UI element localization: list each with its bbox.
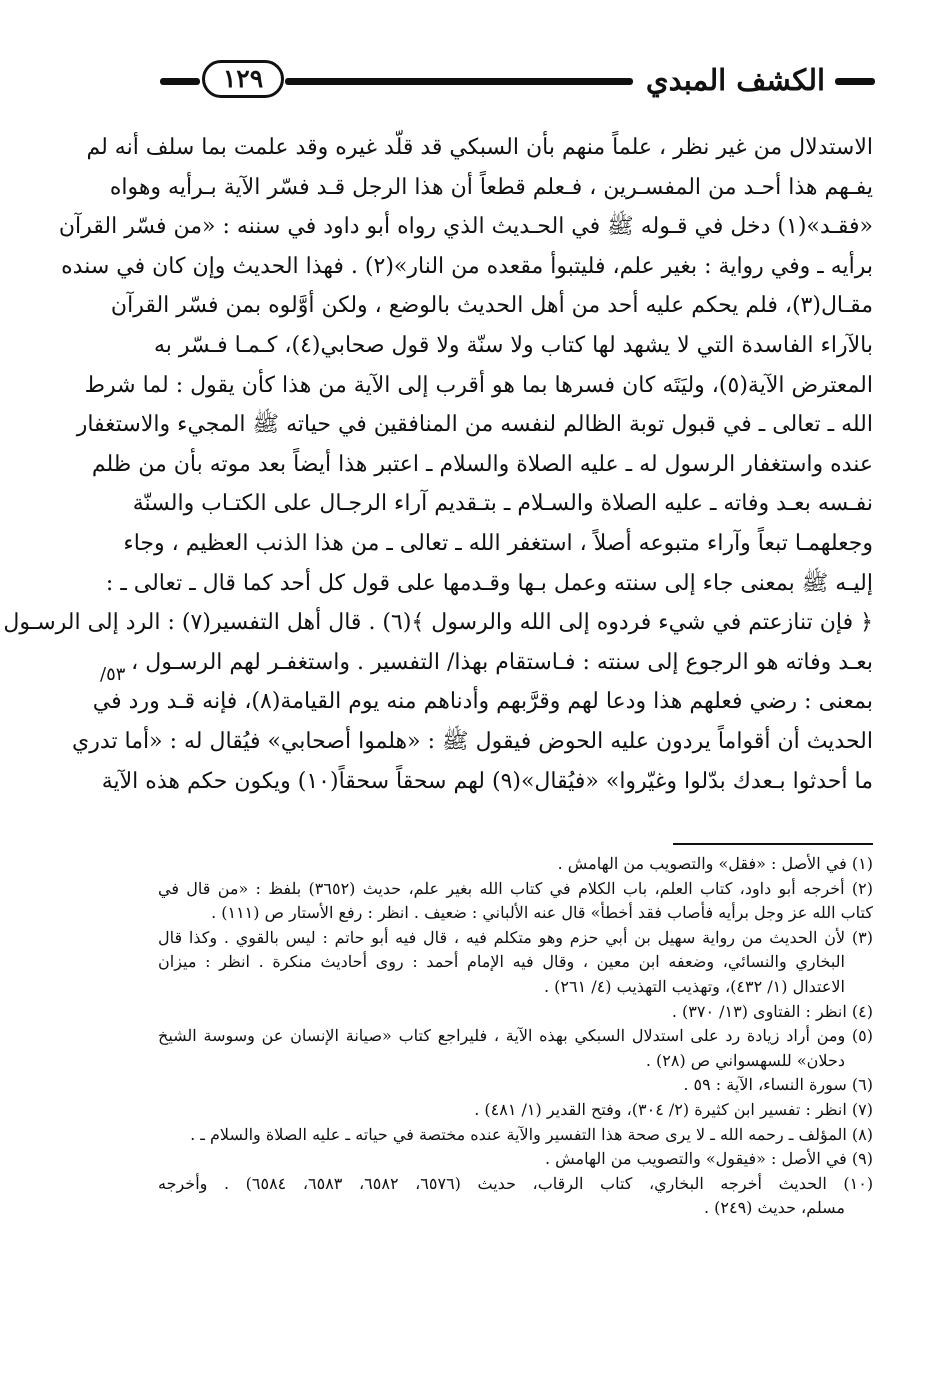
text-line: نفـسه بعـد وفاته ـ عليه الصلاة والسـلام ـ بتـقديم آراء الرجـال على الكتـاب والسنّة	[132, 491, 873, 517]
footnote-separator	[673, 843, 873, 845]
footnote-line: (٨) المؤلف ـ رحمه الله ـ لا يرى صحة هذا التفسير والآية عنده مختصة في حياته ـ عليه الصلاة والسلام ـ .	[190, 1124, 873, 1144]
text-line: الاستدلال من غير نظر ، علماً منهم بأن السبكي قد قلّد غيره وقد علمت بما سلف أنه لم	[86, 135, 873, 160]
margin-folio-note: ٥٣/	[100, 664, 126, 685]
footnote-line: (٥) ومن أراد زيادة رد على استدلال السبكي بهذه الآية ، فليراجع كتاب «صيانة الإنسان عن وسوسة الشيخ	[158, 1026, 873, 1046]
text-line: الله ـ تعالى ـ في قبول توبة الظالم لنفسه من المنافقين في حياته ﷺ المجيء والاستغفار	[76, 412, 873, 438]
footnote-line: الاعتدال (١/ ٤٣٢)، وتهذيب التهذيب (٤/ ٢٦١) .	[544, 976, 845, 996]
footnote-line: (٣) لأن الحديث من رواية سهيل بن أبي حزم وهو متكلم فيه ، قال فيه أبو حاتم : ليس بالقوي . وكذا قال	[158, 927, 873, 947]
text-line: بمعنى : رضي فعلهم هذا ودعا لهم وقرَّبهم وأدناهم منه يوم القيامة(٨)، فإنه قـد ورد في	[92, 689, 873, 715]
footnote-line: (١) في الأصل : «فقل» والتصويب من الهامش .	[557, 854, 873, 873]
footnote-line: (٢) أخرجه أبو داود، كتاب العلم، باب الكلام في كتاب الله بغير علم، حديث (٣٦٥٢) بلفظ : «من قال في	[158, 878, 873, 898]
footnote-line: كتاب الله عز وجل برأيه فأصاب فقد أخطأ» قال عنه الألباني : ضعيف . انظر : رفع الأستار ص (١١١) .	[211, 903, 873, 923]
footnote-line: (٦) سورة النساء، الآية : ٥٩ .	[683, 1075, 873, 1095]
page-header	[160, 56, 875, 106]
footnote-line: (١٠) الحديث أخرجه البخاري، كتاب الرقاب، حديث (٦٥٧٦، ٦٥٨٢، ٦٥٨٣، ٦٥٨٤) . وأخرجه	[158, 1173, 874, 1193]
text-line: المعترض الآية(٥)، وليَتَه كان فسرها بما هو أقرب إلى الآية من هذا كأن يقول : لما شرط	[84, 372, 873, 398]
footnote-line: دحلان» للسهسواني ص (٢٨) .	[645, 1050, 845, 1070]
footnote-line: (٩) في الأصل : «فيقول» والتصويب من الهامش .	[544, 1149, 873, 1169]
footnotes	[158, 852, 873, 1221]
text-line: بالآراء الفاسدة التي لا يشهد لها كتاب ولا سنّة ولا قول صحابي(٤)، كـمـا فـسّر به	[153, 332, 873, 358]
text-line: وجعلهمـا تبعاً وآراء متبوعه أصلاً ، استغفر الله ـ تعالى ـ من هذا الذنب العظيم ، وجاء	[123, 530, 873, 556]
text-line: عنده واستغفار الرسول له ـ عليه الصلاة والسلام ـ اعتبر هذا أيضاً بعد موته بأن من ظلم	[91, 451, 873, 477]
text-line: مقـال(٣)، فلم يحكم عليه أحد من أهل الحديث بالوضع ، ولكن أوَّلوه بمن فسّر القرآن	[110, 293, 873, 319]
text-line: بعـد وفاته هو الرجوع إلى سنته : فـاستقام بهذا/ التفسير . واستغفـر لهم الرسـول ،	[131, 649, 873, 675]
footnote-line: (٧) انظر : تفسير ابن كثيرة (٢/ ٣٠٤)، وفتح القدير (١/ ٤٨١) .	[474, 1099, 873, 1119]
text-line: برأيه ـ وفي رواية : بغير علم، فليتبوأ مقعده من النار»(٢) . فهذا الحديث وإن كان في سنده	[61, 253, 873, 279]
header-rule-right	[835, 78, 875, 85]
text-line: الحديث أن أقواماً يردون عليه الحوض فيقول ﷺ : «هلموا أصحابي» فيُقال له : «أما تدري	[72, 728, 873, 754]
text-line: «فقـد»(١) دخل في قـوله ﷺ في الحـديث الذي رواه أبو داود في سننه : «من فسّر القرآن	[58, 214, 873, 240]
footnote-line: مسلم، حديث (٢٤٩) .	[703, 1198, 845, 1218]
text-line: يفـهم هذا أحـد من المفسـرين ، فـعلم قطعاً أن هذا الرجل قـد فسّر الآية بـرأيه وهواه	[109, 174, 873, 200]
book-title: الكشف المبدي	[645, 63, 826, 97]
header-rule-middle	[285, 78, 633, 85]
page-number: ١٢٩	[202, 60, 284, 98]
text-line: ﴿ فإن تنازعتم في شيء فردوه إلى الله والرسول ﴾(٦) . قال أهل التفسير(٧) : الرد إلى الرسـول	[3, 610, 873, 636]
footnote-line: البخاري والنسائي، وضعفه ابن معين ، وقال فيه الإمام أحمد : روى أحاديث منكرة . انظر : ميزان	[158, 952, 845, 972]
header-rule-left	[160, 78, 200, 85]
text-line: ما أحدثوا بـعدك بدّلوا وغيّروا» «فيُقال»(٩) لهم سحقاً سحقاً(١٠) ويكون حكم هذه الآية	[101, 768, 873, 794]
footnote-line: (٤) انظر : الفتاوى (١٣/ ٣٧٠) .	[671, 1001, 873, 1021]
text-line: إليـه ﷺ بمعنى جاء إلى سنته وعمل بـها وقـدمها على قول كل أحد كما قال ـ تعالى ـ :	[105, 570, 873, 596]
